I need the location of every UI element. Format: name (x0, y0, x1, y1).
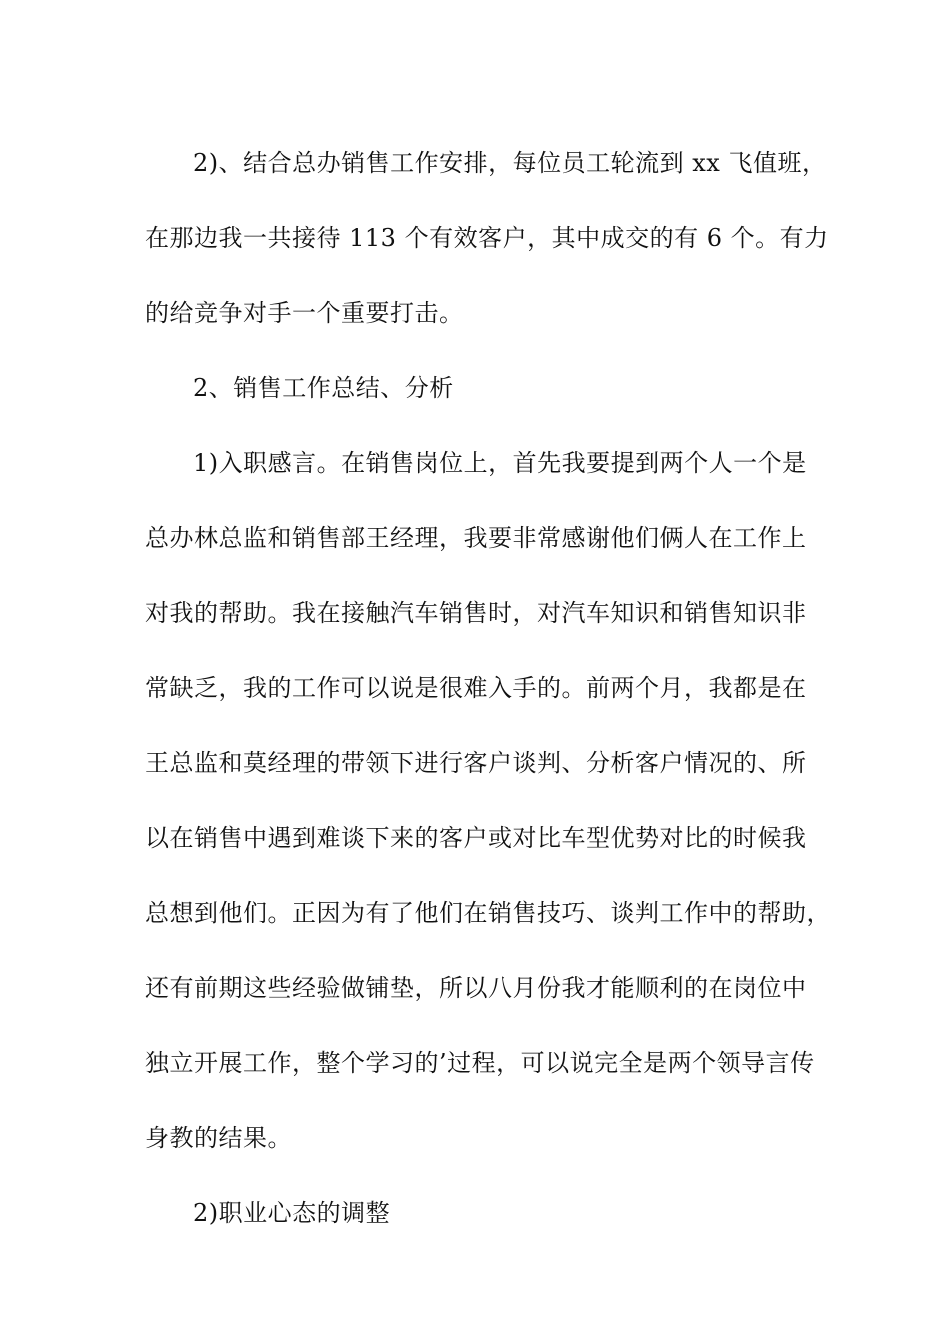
document-body (145, 126, 831, 1251)
paragraph-line: 独立开展工作，整个学习的’过程，可以说完全是两个领导言传 (145, 1049, 815, 1077)
section-heading: 2、销售工作总结、分析 (193, 374, 454, 402)
paragraph-line: 王总监和莫经理的带领下进行客户谈判、分析客户情况的、所 (145, 749, 807, 777)
paragraph-line: 1)入职感言。在销售岗位上，首先我要提到两个人一个是 (193, 449, 807, 477)
paragraph-line: 总办林总监和销售部王经理，我要非常感谢他们俩人在工作上 (145, 524, 807, 552)
paragraph-line: 2)、结合总办销售工作安排，每位员工轮流到 xx 飞值班， (193, 149, 827, 177)
paragraph-line: 还有前期这些经验做铺垫，所以八月份我才能顺利的在岗位中 (145, 974, 807, 1002)
paragraph-line: 常缺乏，我的工作可以说是很难入手的。前两个月，我都是在 (145, 674, 807, 702)
paragraph-line: 总想到他们。正因为有了他们在销售技巧、谈判工作中的帮助， (145, 899, 831, 927)
paragraph-line: 在那边我一共接待 113 个有效客户，其中成交的有 6 个。有力 (145, 224, 829, 252)
paragraph-line: 身教的结果。 (145, 1124, 292, 1152)
paragraph-line: 以在销售中遇到难谈下来的客户或对比车型优势对比的时候我 (145, 824, 807, 852)
subsection-heading: 2)职业心态的调整 (193, 1199, 391, 1227)
paragraph-line: 对我的帮助。我在接触汽车销售时，对汽车知识和销售知识非 (145, 599, 807, 627)
paragraph-line: 的给竞争对手一个重要打击。 (145, 299, 464, 327)
